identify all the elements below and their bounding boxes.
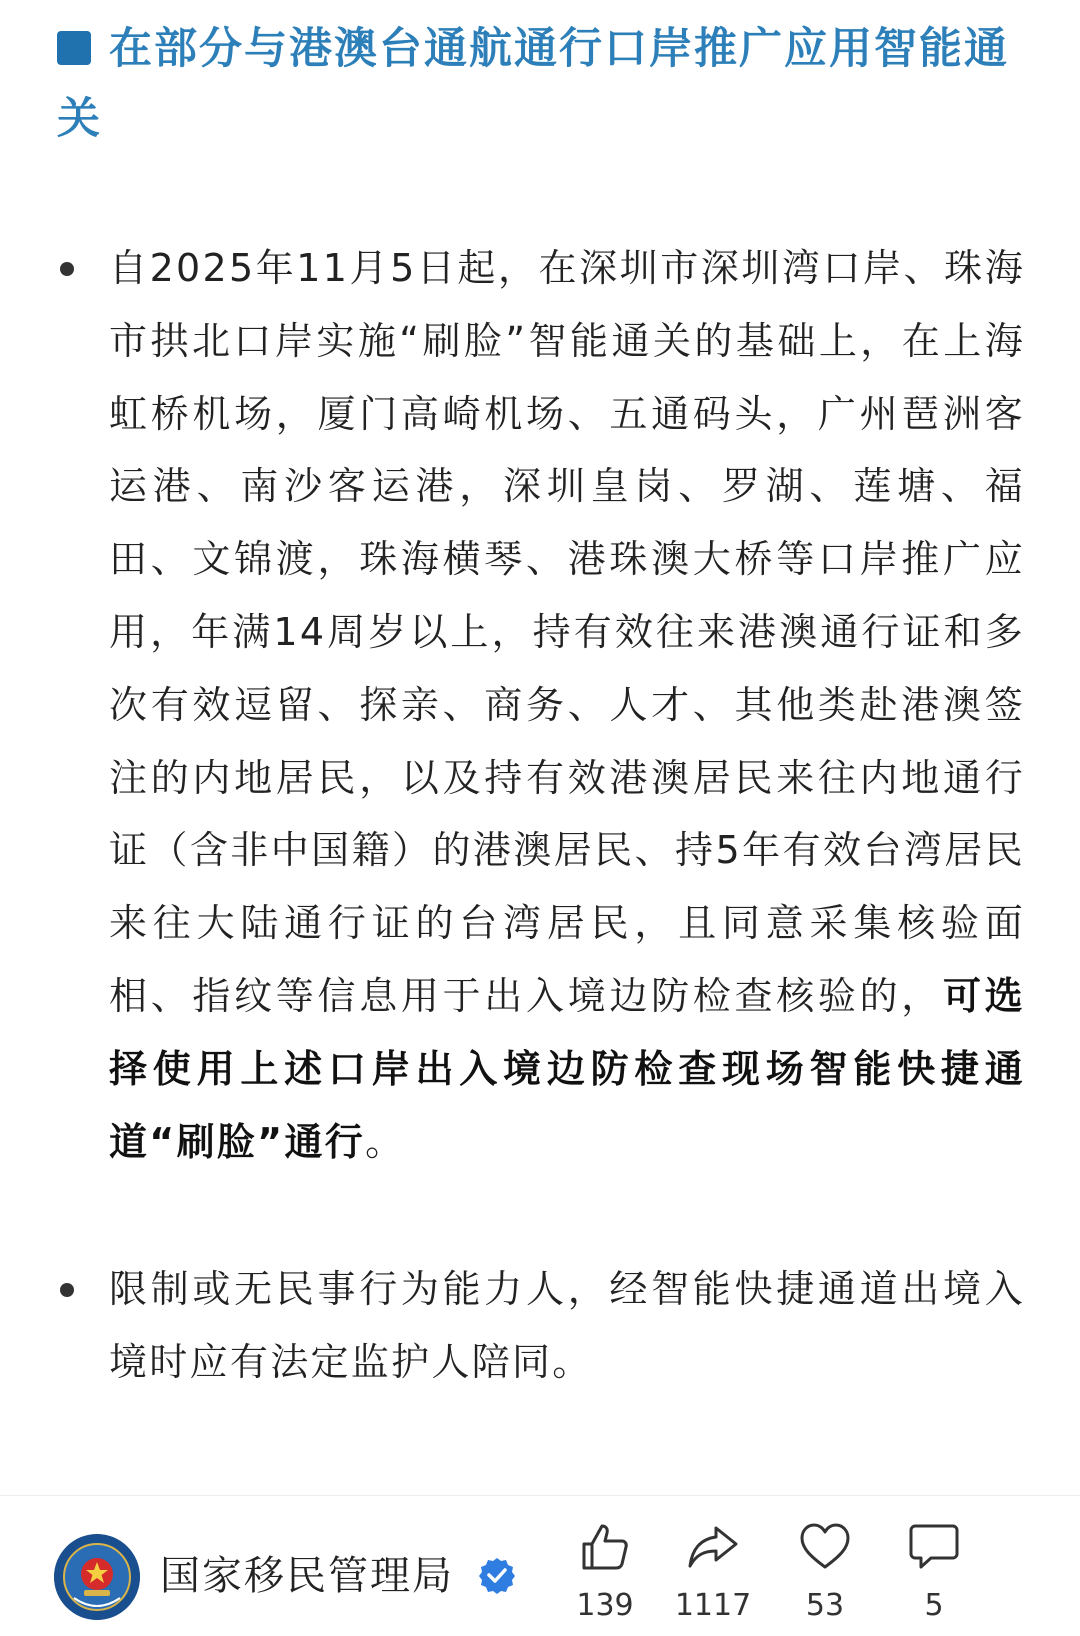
share-icon — [686, 1520, 740, 1574]
comment-count: 5 — [924, 1588, 944, 1623]
like-button[interactable] — [555, 1520, 655, 1626]
national-immigration-emblem-icon — [54, 1534, 140, 1620]
favorite-button[interactable] — [775, 1520, 875, 1626]
share-button[interactable] — [663, 1520, 763, 1626]
avatar[interactable] — [54, 1534, 140, 1620]
thumbs-up-icon — [578, 1520, 632, 1574]
bullet-dot-icon — [60, 1283, 74, 1297]
bullet-tail-text: 。 — [365, 1119, 406, 1164]
bullet-list — [0, 232, 1080, 1399]
section-heading-text: 在部分与港澳台通航通行口岸推广应用智能通关 — [57, 24, 1009, 144]
verified-badge-icon — [478, 1556, 516, 1594]
account-name[interactable]: 国家移民管理局 — [160, 1553, 454, 1599]
share-count: 1117 — [674, 1588, 752, 1623]
bullet-text: 自2025年11月5日起，在深圳市深圳湾口岸、珠海市拱北口岸实施“刷脸”智能通关的基础上，在上海虹桥机场，厦门高崎机场、五通码头，广州琶洲客运港、南沙客运港，深圳皇岗、罗湖、莲塘、福田、文锦渡，珠海横琴、港珠澳大桥等口岸推广应用，年满14周岁以上，持有效往来港澳通行证和多次有效逗留、探亲、商务、人才、其他类赴港澳签注的内地居民，以及持有效港澳居民来往内地通行证（含非中国籍）的港澳居民、持5年有效台湾居民来往大陆通行证的台湾居民，且同意采集核验面相、指纹等信息用于出入境边防检查核验的， — [109, 246, 1025, 1018]
comment-icon — [907, 1520, 961, 1574]
heart-icon — [798, 1520, 852, 1574]
bullet-dot-icon — [60, 262, 74, 276]
post-footer-bar — [0, 1495, 1080, 1636]
comment-button[interactable] — [884, 1520, 984, 1626]
bullet-bold-text: 可选择使用上述口岸出入境边防检查现场智能快捷通道“刷脸”通行 — [109, 973, 1025, 1164]
bullet-item — [0, 232, 1025, 1178]
section-heading — [57, 14, 1032, 154]
like-count: 139 — [576, 1588, 634, 1623]
heading-square-icon — [57, 31, 91, 65]
favorite-count: 53 — [805, 1588, 845, 1623]
bullet-text: 限制或无民事行为能力人，经智能快捷通道出境入境时应有法定监护人陪同。 — [109, 1267, 1025, 1385]
bullet-item — [0, 1253, 1025, 1399]
